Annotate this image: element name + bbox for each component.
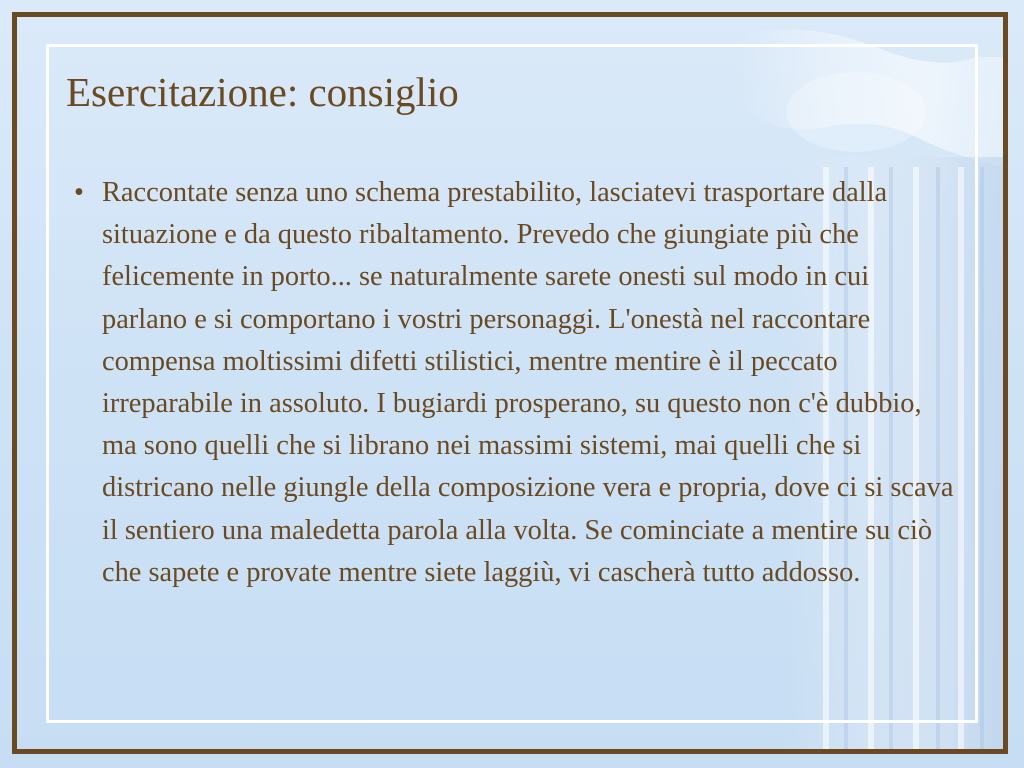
- bullet-marker: •: [74, 177, 84, 208]
- bullet-text: Raccontate senza uno schema prestabilito, lasciatevi trasportare dalla situazione e da questo ribaltamento. Prevedo che giungiate più che felicemente in porto... se naturalmente sarete onesti sul modo in cui parlano e si comportano i vostri personaggi. L'onestà nel raccontare compensa moltissimi difetti stilistici, mentre mentire è il peccato irreparabile in assoluto. I bugiardi prosperano, su questo non c'è dubbio, ma sono quelli che si librano nei massimi sistemi, mai quelli che si districano nelle giungle della composizione vera e propria, dove ci si scava il sentiero una maledetta parola alla volta. Se cominciate a mentire su ciò che sapete e provate mentre siete laggiù, vi cascherà tutto addosso.: [102, 177, 954, 588]
- bullet-item: [66, 172, 956, 594]
- slide-title: Esercitazione: consiglio: [66, 69, 459, 115]
- bullet-list: [66, 172, 956, 594]
